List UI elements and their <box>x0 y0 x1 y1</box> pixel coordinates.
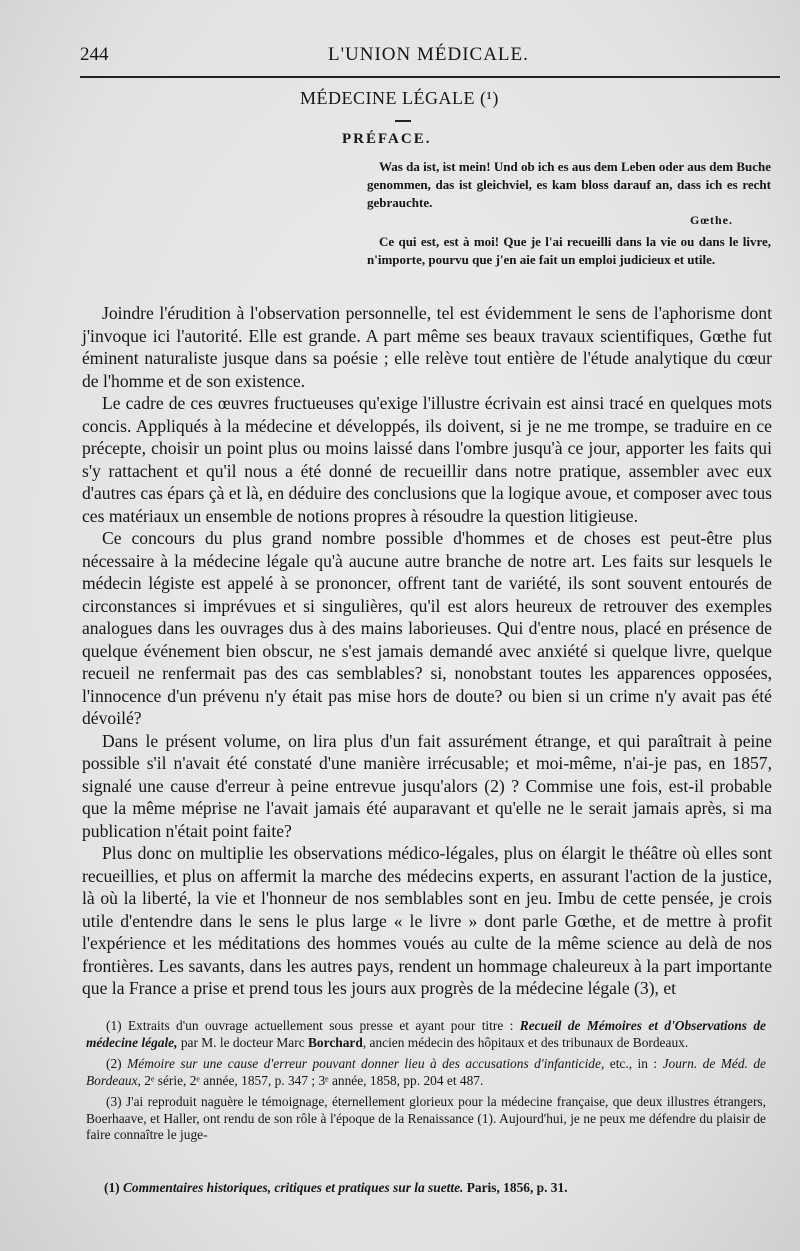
body-text <box>82 302 772 1000</box>
page-header <box>80 44 770 74</box>
sub-footnote-title: Commentaires historiques, critiques et pratiques sur la suette. <box>122 1180 464 1195</box>
footnotes <box>86 1018 766 1149</box>
footnote-3: (3) J'ai reproduit naguère le témoignage, éternellement glorieux pour la médecine française, que deux illustres étrangers, Boerhaave, et Haller, ont rendu de son rôle à l'époque de la Renaissance (1). Aujourd'hui, je ne peux me défendre du plaisir de faire connaître le juge- <box>86 1094 766 1142</box>
paragraph-4: Dans le présent volume, on lira plus d'un fait assurément étrange, et qui paraîtrait à peine possible s'il n'avait été constaté d'une manière irrécusable; et moi-même, n'ai-je pas, en 1857, signalé une cause d'erreur à peine entrevue jusqu'alors (2) ? Commise une fois, est-il probable que la même méprise ne l'avait jamais été auparavant et qu'elle ne le serait jamais après, si ma publication n'était point faite? <box>82 730 772 841</box>
footnote-2 <box>86 1056 766 1089</box>
paragraph-5: Plus donc on multiplie les observations médico-légales, plus on élargit le théâtre où elles sont recueillies, et plus on affermit la marche des médecins experts, en assurant l'action de la justice, là où la liberté, la vie et l'honneur de nos semblables sont en jeu. Imbu de cette pensée, je crois utile d'entendre dans le sens le plus large « le livre » dont parle Gœthe, et de mettre à profit l'expérience et les méditations des hommes voués au culte de la même science au delà de nos frontières. Les savants, dans les autres pays, rendent un hommage chaleureux à la part importante que la France a prise et prend tous les jours aux progrès de la médecine légale (3), et <box>82 843 772 998</box>
page-number: 244 <box>80 44 109 65</box>
paragraph-1: Joindre l'érudition à l'observation personnelle, tel est évidemment le sens de l'aphorisme dont j'invoque ici l'autorité. Elle est grande. A part même ses beaux travaux scientifiques, Gœthe fut éminent naturaliste jusque dans sa poésie ; elle relève tout entière de l'étude analytique du cœur de l'homme et de son existence. <box>82 303 772 391</box>
footnote-1-tail2: , ancien médecin des hôpitaux et des tribunaux de Bordeaux. <box>362 1034 689 1050</box>
footnote-2-journal: Journ. de Méd. de Bordeaux, <box>86 1056 766 1088</box>
footnote-2-lead: (2) <box>106 1056 122 1071</box>
epigraph-german: Was da ist, ist mein! Und ob ich es aus dem Leben oder aus dem Buche genommen, das ist gleichviel, es kam bloss darauf an, dass ich es recht gebrauchte. <box>367 159 771 210</box>
title-separator <box>395 120 411 122</box>
paragraph-3: Ce concours du plus grand nombre possible d'hommes et de choses est peut-être plus nécessaire à la médecine légale qu'à aucune autre branche de notre art. Les faits sur lesquels le médecin légiste est appelé à se prononcer, offrent tant de variété, ils sont souvent entourés de circonstances si imprévues et si singulières, qu'il est alors heureux de retrouver des exemples analogues dans les ouvrages dus à des mains laborieuses. Qui d'entre nous, placé en présence de quelque événement bien obscur, ne s'est jamais demandé avec anxiété si quelque livre, quelque recueil ne renfermait pas des cas semblables? si, nonobstant toutes les apparences opposées, l'innocence d'un prévenu n'y était pas mise hors de doute? ou bien si un crime n'y avait pas été dévoilé? <box>82 528 772 728</box>
footnote-1-name: Borchard <box>308 1034 363 1050</box>
footnote-2-tail: 2ᵉ série, 2ᵉ année, 1857, p. 347 ; 3ᵉ année, 1858, pp. 204 et 487. <box>144 1072 484 1088</box>
sub-footnote-tail: Paris, 1856, p. 31. <box>466 1180 568 1195</box>
sub-footnote-lead: (1) <box>104 1180 120 1195</box>
footnote-2-mid: etc., in : <box>609 1056 658 1071</box>
footnote-1-tail1: par M. le docteur Marc <box>180 1034 305 1050</box>
footnote-1-title: Recueil de Mémoires et d'Observations de médecine légale, <box>86 1018 766 1050</box>
sub-footnote <box>104 1180 770 1196</box>
preface-title: PRÉFACE. <box>342 131 432 147</box>
footnote-1-lead: (1) Extraits d'un ouvrage actuellement sous presse et ayant pour titre : <box>106 1018 514 1033</box>
paragraph-2: Le cadre de ces œuvres fructueuses qu'exige l'illustre écrivain est ainsi tracé en quelques mots concis. Appliqués à la médecine et développés, ils doivent, si je ne me trompe, se traduire en ce précepte, choisir un point plus ou moins laissé dans l'ombre jusqu'à ce jour, apporter les faits qui s'y rattachent et qu'il nous a été donné de recueillir dans notre pratique, assembler avec eux d'autres cas épars çà et là, en déduire des conclusions que la logique avoue, et composer avec tous ces matériaux un ensemble de notions propres à résoudre la question litigieuse. <box>82 393 772 526</box>
running-title: L'UNION MÉDICALE. <box>328 44 529 65</box>
epigraph-author: Gœthe. <box>690 213 733 227</box>
epigraph-french: Ce qui est, est à moi! Que je l'ai recueilli dans la vie ou dans le livre, n'importe, pourvu que j'en aie fait un emploi judicieux et utile. <box>367 234 771 267</box>
footnote-2-title: Mémoire sur une cause d'erreur pouvant donner lieu à des accusations d'infanticide, <box>127 1056 605 1071</box>
section-title: MÉDECINE LÉGALE (¹) <box>300 88 499 108</box>
header-rule <box>80 76 780 78</box>
footnote-1 <box>86 1018 766 1051</box>
